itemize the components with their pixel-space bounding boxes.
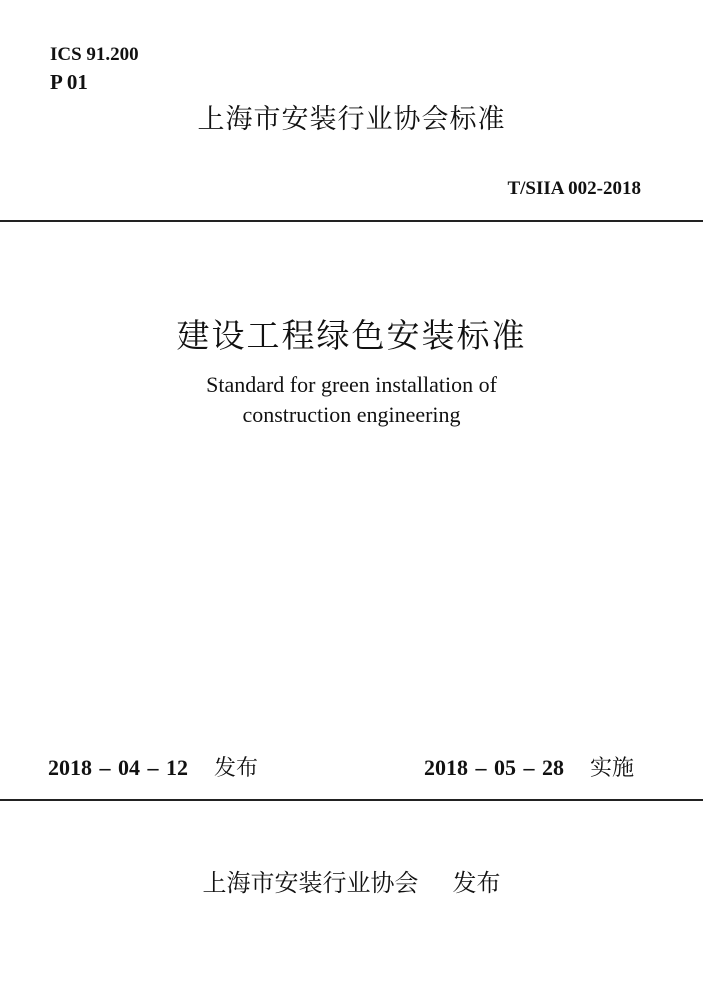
ics-code: ICS 91.200 — [50, 44, 139, 65]
top-divider — [0, 220, 703, 222]
bottom-divider — [0, 799, 703, 801]
publish-label: 发布 — [452, 869, 501, 897]
publisher-block — [0, 867, 703, 899]
implement-date: 2018 – 05 – 28 — [424, 755, 564, 780]
ccs-code: P 01 — [50, 70, 88, 94]
title-chinese: 建设工程绿色安装标准 — [176, 316, 527, 355]
implement-date-block — [424, 753, 634, 784]
title-english-line-2: construction engineering — [242, 402, 461, 427]
issue-date: 2018 – 04 – 12 — [48, 755, 188, 780]
standard-category: 上海市安装行业协会标准 — [197, 104, 506, 135]
standard-number: T/SIIA 002-2018 — [507, 178, 641, 199]
title-english-line-1: Standard for green installation of — [206, 372, 497, 397]
issue-label: 发布 — [214, 756, 259, 781]
implement-label: 实施 — [590, 756, 635, 781]
title-english — [0, 370, 703, 430]
publisher-name: 上海市安装行业协会 — [202, 869, 419, 897]
issue-date-block — [48, 753, 258, 784]
